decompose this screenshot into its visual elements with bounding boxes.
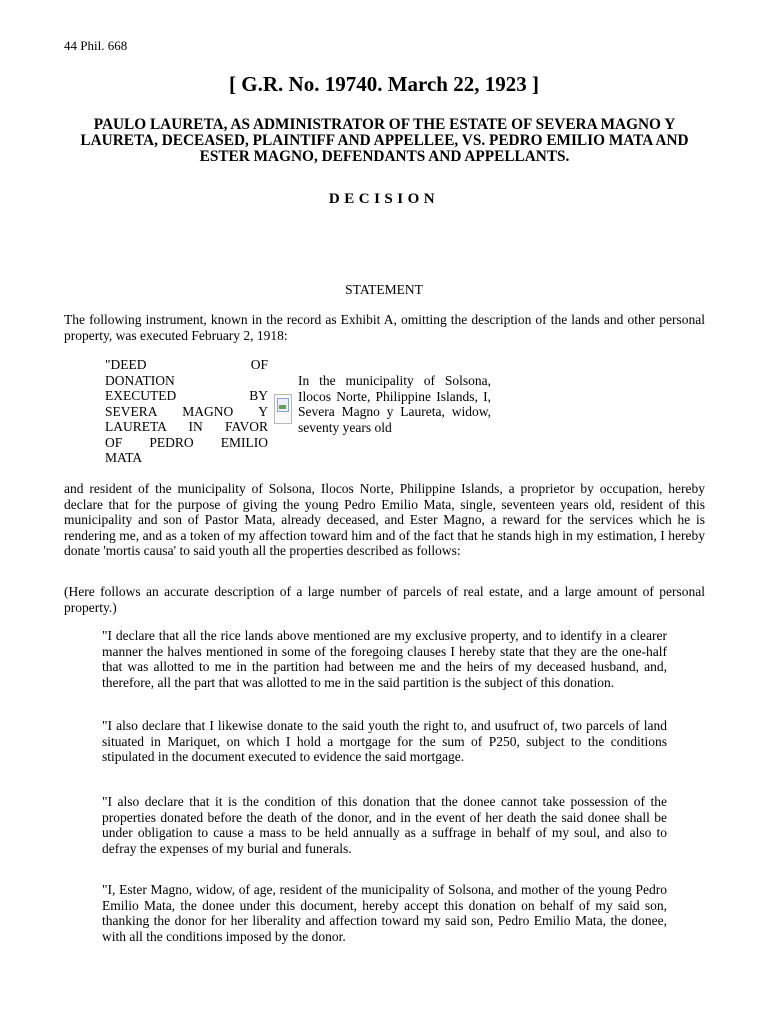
case-number-title: [ G.R. No. 19740. March 22, 1923 ] xyxy=(229,72,539,96)
quoted-paragraph: "I also declare that I likewise donate to the said youth the right to, and usufruct of, two parcels of land situated in Mariquet, on which I hold a mortgage for the sum of P250, subject to the conditions stipulated in the document executed to evidence the said mortgage. xyxy=(102,718,667,764)
deed-title-line: MATA xyxy=(105,450,143,465)
deed-title-line: "DEED OF xyxy=(105,357,268,372)
deed-title-line: DONATION xyxy=(105,372,175,388)
continuation-paragraph: and resident of the municipality of Solsona, Ilocos Norte, Philippine Islands, a proprietor by occupation, hereby declare that for the purpose of giving the young Pedro Emilio Mata, single, seventeen years old, resident of this municipality and son of Pastor Mata, already deceased, and Ester Magno, a reward for the services which he is rendering me, and as a token of my affection toward him and of the fact that he stands high in my estimation, I hereby donate 'mortis causa' to said youth all the properties described as follows: xyxy=(64,481,705,558)
deed-title-line: LAURETA IN FAVOR xyxy=(105,419,268,434)
case-parties: PAULO LAURETA, AS ADMINISTRATOR OF THE ESTATE OF SEVERA MAGNO Y LAURETA, DECEASED, PLAINTIFF AND APPELLEE, VS. PEDRO EMILIO MATA AND ESTER MAGNO, DEFENDANTS AND APPELLANTS. xyxy=(80,116,689,165)
deed-title-line: OF PEDRO EMILIO xyxy=(105,434,268,450)
broken-image-icon xyxy=(274,394,292,424)
deed-opening: In the municipality of Solsona, Ilocos Norte, Philippine Islands, I, Severa Magno y Laureta, widow, seventy years old xyxy=(298,373,491,435)
quoted-paragraph: "I declare that all the rice lands above mentioned are my exclusive property, and to identify in a clearer manner the halves mentioned in some of the foregoing clauses I hereby state that they are the one-half that was allotted to me in the partition had between me and the heirs of my deceased husband, and, therefore, all the part that was allotted to me in the said partition is the subject of this donation. xyxy=(102,628,667,690)
intro-paragraph: The following instrument, known in the record as Exhibit A, omitting the description of the lands and other personal property, was executed February 2, 1918: xyxy=(64,312,705,343)
decision-heading: DECISION xyxy=(328,191,440,207)
statement-heading: STATEMENT xyxy=(345,282,423,297)
quoted-paragraph: "I also declare that it is the condition of this donation that the donee cannot take possession of the properties donated before the death of the donor, and in the event of her death the said donee shall be under obligation to cause a mass to be held annually as a suffrage in behalf of my soul, and also to defray the expenses of my burial and funerals. xyxy=(102,794,667,856)
citation: 44 Phil. 668 xyxy=(64,38,128,53)
deed-title-line: SEVERA MAGNO Y xyxy=(105,403,268,419)
deed-title-line: EXECUTED BY xyxy=(105,388,268,403)
quoted-paragraph: "I, Ester Magno, widow, of age, resident of the municipality of Solsona, and mother of the young Pedro Emilio Mata, the donee under this document, hereby accept this donation on behalf of my said son, thanking the donor for her liberality and affection toward my said son, Pedro Emilio Mata, the donee, with all the conditions imposed by the donor. xyxy=(102,882,667,944)
description-note: (Here follows an accurate description of a large number of parcels of real estate, and a large amount of personal property.) xyxy=(64,584,705,615)
deed-title xyxy=(105,357,268,466)
